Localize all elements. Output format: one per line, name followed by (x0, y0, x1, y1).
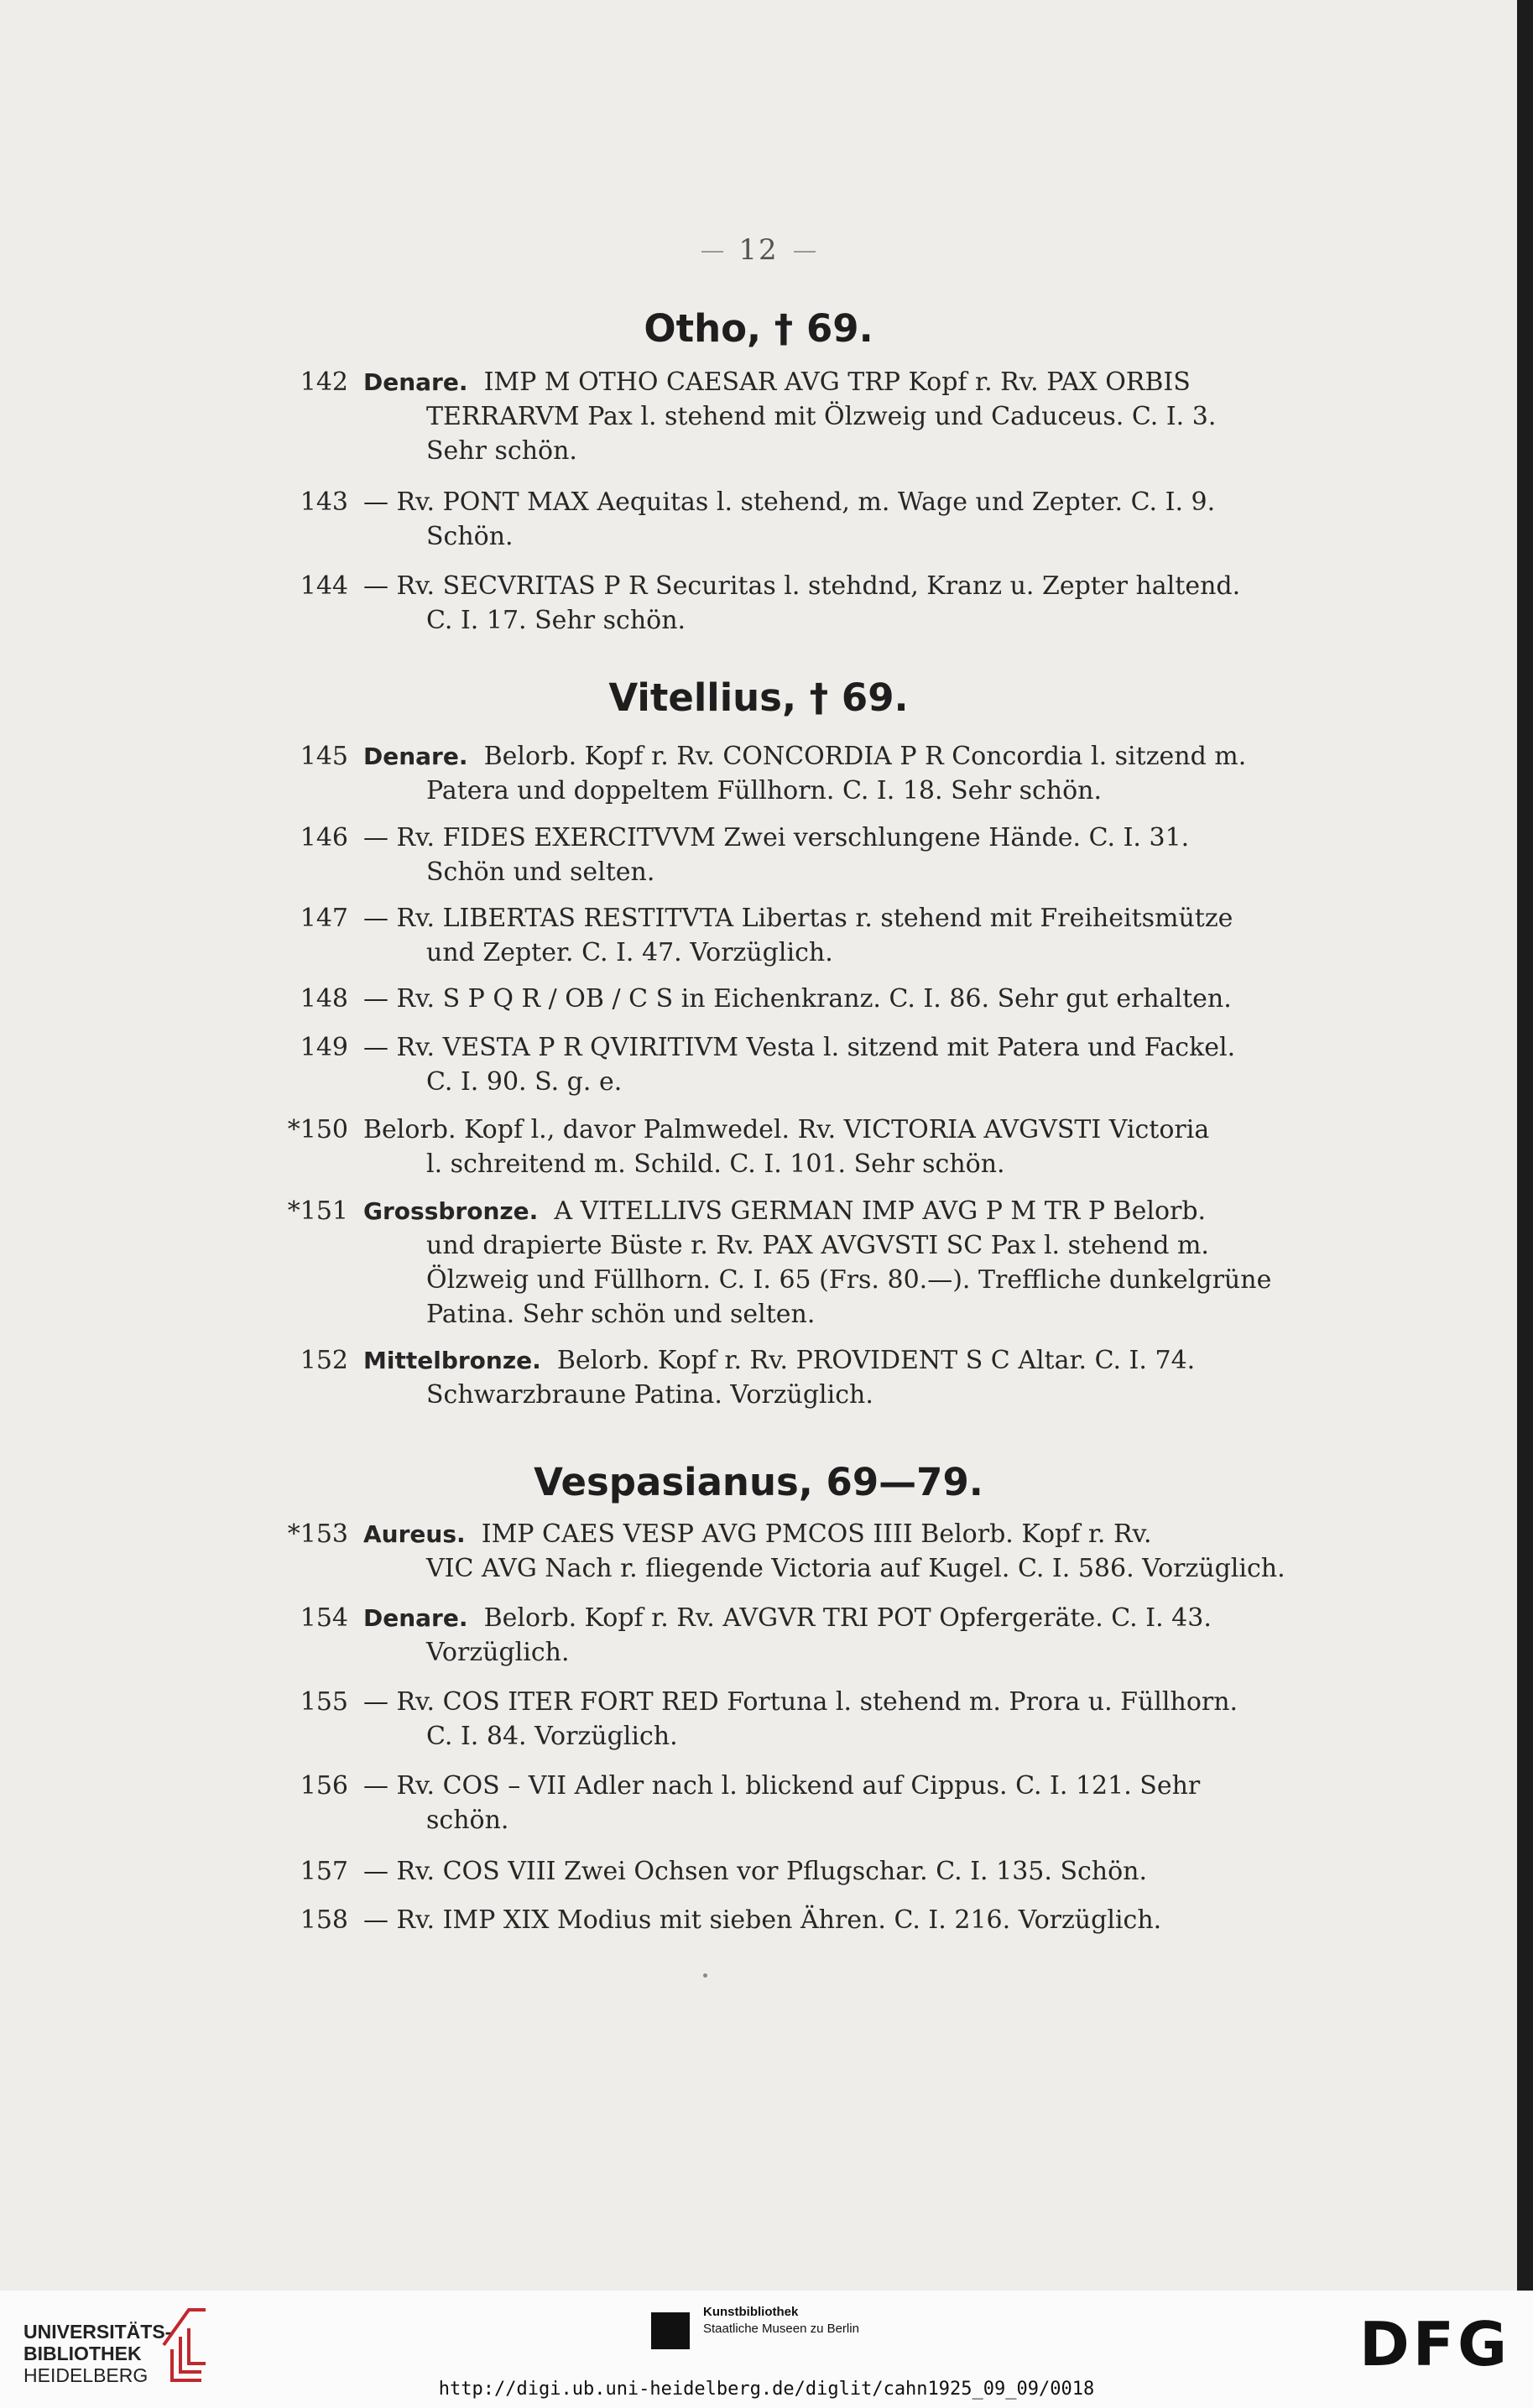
grade: schön. (426, 1806, 509, 1835)
ink-speck (703, 1973, 707, 1978)
lot-number: 142 (300, 367, 348, 397)
grade: Vorzüglich. (426, 1638, 570, 1667)
section-heading-vitellius: Vitellius, † 69. (608, 675, 909, 720)
lot-153 (285, 1517, 1380, 1586)
kunstbibliothek-mark-icon (651, 2312, 690, 2349)
description: — Rv. COS VIII Zwei Ochsen vor Pflugschar. C. I. 135. Schön. (363, 1857, 1148, 1886)
description-cont: VIC AVG Nach r. fliegende Victoria auf Kugel. C. I. 586. Vorzüglich. (426, 1554, 1285, 1583)
coin-type: Mittelbronze. (363, 1347, 541, 1374)
lot-number: 148 (300, 984, 348, 1014)
lot-145 (285, 739, 1380, 808)
lot-number: 154 (300, 1603, 348, 1633)
dfg-logo[interactable]: DFG (1359, 2309, 1511, 2379)
lot-number: *153 (287, 1519, 348, 1549)
lot-number: 152 (300, 1346, 348, 1375)
lot-number: 146 (300, 823, 348, 852)
coin-type: Denare. (363, 1604, 468, 1632)
coin-type: Aureus. (363, 1520, 466, 1548)
uni-line-3: HEIDELBERG (23, 2364, 149, 2386)
lot-142 (285, 365, 1380, 468)
section-heading-vespasianus: Vespasianus, 69—79. (534, 1460, 983, 1504)
description: — Rv. LIBERTAS RESTITVTA Libertas r. stehend mit Freiheitsmütze (363, 904, 1233, 933)
uni-line-2: BIBLIOTHEK (23, 2343, 142, 2364)
kb-line-1: Kunstbibliothek (703, 2305, 799, 2319)
uni-heidelberg-logo-icon[interactable] (155, 2303, 214, 2387)
lot-156 (285, 1769, 1380, 1837)
grade: Schön und selten. (426, 857, 655, 887)
lot-number: 156 (300, 1771, 348, 1801)
lot-144 (285, 569, 1380, 638)
lot-number: 158 (300, 1905, 348, 1935)
grade: C. I. 84. Vorzüglich. (426, 1722, 678, 1751)
lot-146 (285, 821, 1380, 889)
coin-type: Grossbronze. (363, 1197, 539, 1225)
coin-type: Denare. (363, 368, 468, 396)
description-cont: Patera und doppeltem Füllhorn. C. I. 18. Sehr schön. (426, 776, 1103, 805)
description: Belorb. Kopf l., davor Palmwedel. Rv. VICTORIA AVGVSTI Victoria (363, 1115, 1210, 1144)
description: — Rv. FIDES EXERCITVVM Zwei verschlungene Hände. C. I. 31. (363, 823, 1190, 852)
description: Belorb. Kopf r. Rv. PROVIDENT S C Altar. C. I. 74. (556, 1346, 1196, 1375)
kb-line-2: Staatliche Museen zu Berlin (703, 2322, 859, 2336)
description: Belorb. Kopf r. Rv. CONCORDIA P R Concordia l. sitzend m. (483, 742, 1247, 771)
description: — Rv. IMP XIX Modius mit sieben Ähren. C. I. 216. Vorzüglich. (363, 1905, 1162, 1935)
lot-number: 157 (300, 1857, 348, 1886)
grade: Schön. (426, 522, 514, 551)
lot-148 (285, 982, 1380, 1016)
lot-147 (285, 901, 1380, 970)
description: IMP CAES VESP AVG PMCOS IIII Belorb. Kopf r. Rv. (481, 1519, 1152, 1549)
grade: l. schreitend m. Schild. C. I. 101. Sehr schön. (426, 1149, 1005, 1179)
description-cont: und drapierte Büste r. Rv. PAX AVGVSTI SC Pax l. stehend m. (426, 1231, 1209, 1260)
description: — Rv. VESTA P R QVIRITIVM Vesta l. sitzend mit Patera und Fackel. (363, 1033, 1236, 1062)
lot-151 (285, 1194, 1380, 1332)
lot-number: 149 (300, 1033, 348, 1062)
grade: C. I. 90. S. g. e. (426, 1067, 623, 1097)
lot-number: 155 (300, 1687, 348, 1717)
description: IMP M OTHO CAESAR AVG TRP Kopf r. Rv. PAX ORBIS (483, 367, 1191, 397)
section-heading-otho: Otho, † 69. (644, 306, 873, 351)
source-url-link[interactable]: http://digi.ub.uni-heidelberg.de/diglit/cahn1925_09_09/0018 (438, 2379, 1095, 2400)
lot-number: 143 (300, 487, 348, 517)
grade: Patina. Sehr schön und selten. (426, 1300, 816, 1329)
lot-157 (285, 1854, 1380, 1889)
lot-150 (285, 1113, 1380, 1181)
lot-number: 145 (300, 742, 348, 771)
uni-line-1: UNIVERSITÄTS- (23, 2321, 172, 2343)
description-cont: Ölzweig und Füllhorn. C. I. 65 (Frs. 80.—). Treffliche dunkelgrüne (426, 1265, 1272, 1295)
page-number: 12 (0, 233, 1517, 267)
lot-158 (285, 1903, 1380, 1937)
grade: und Zepter. C. I. 47. Vorzüglich. (426, 938, 833, 967)
lot-number: *150 (287, 1115, 348, 1144)
description: — Rv. SECVRITAS P R Securitas l. stehdnd, Kranz u. Zepter haltend. (363, 571, 1241, 601)
grade: C. I. 17. Sehr schön. (426, 606, 686, 635)
description: A VITELLIVS GERMAN IMP AVG P M TR P Belorb. (554, 1196, 1207, 1226)
grade: Schwarzbraune Patina. Vorzüglich. (426, 1380, 873, 1410)
description: — Rv. PONT MAX Aequitas l. stehend, m. Wage und Zepter. C. I. 9. (363, 487, 1216, 517)
grade: Sehr schön. (426, 436, 577, 466)
lot-152 (285, 1343, 1380, 1412)
lot-143 (285, 485, 1380, 554)
lot-155 (285, 1685, 1380, 1754)
lot-number: 147 (300, 904, 348, 933)
description: — Rv. COS – VII Adler nach l. blickend auf Cippus. C. I. 121. Sehr (363, 1771, 1201, 1801)
lot-number: *151 (287, 1196, 348, 1226)
description: — Rv. S P Q R / OB / C S in Eichenkranz. C. I. 86. Sehr gut erhalten. (363, 984, 1232, 1014)
uni-heidelberg-logo-text[interactable] (23, 2321, 171, 2386)
scan-edge (1517, 0, 1533, 2291)
lot-149 (285, 1030, 1380, 1099)
lot-number: 144 (300, 571, 348, 601)
lot-154 (285, 1601, 1380, 1670)
description: Belorb. Kopf r. Rv. AVGVR TRI POT Opfergeräte. C. I. 43. (483, 1603, 1212, 1633)
coin-type: Denare. (363, 743, 468, 770)
description: — Rv. COS ITER FORT RED Fortuna l. stehend m. Prora u. Füllhorn. (363, 1687, 1238, 1717)
description-cont: TERRARVM Pax l. stehend mit Ölzweig und Caduceus. C. I. 3. (426, 402, 1217, 431)
